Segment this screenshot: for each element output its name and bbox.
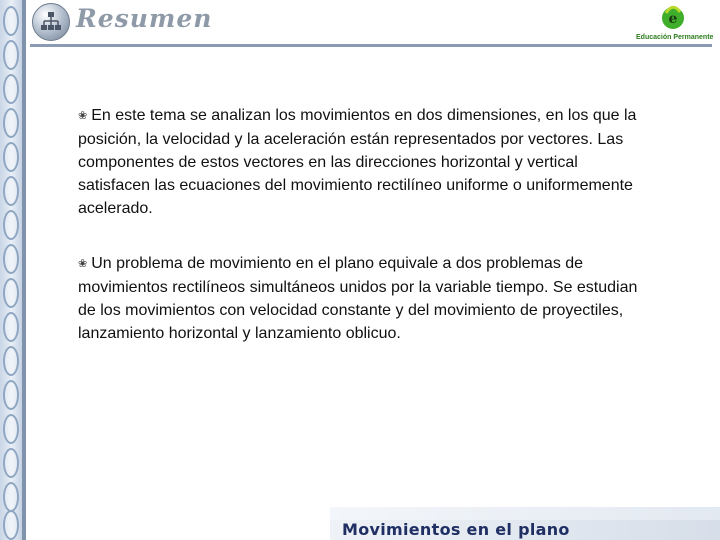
binding-ring: [3, 176, 19, 206]
summary-content: [78, 104, 638, 377]
binding-ring: [3, 6, 19, 36]
binding-ring: [3, 244, 19, 274]
header-rule: [30, 44, 712, 47]
org-chart-icon: [32, 3, 70, 41]
binding-ring: [3, 210, 19, 240]
paragraph-text: Un problema de movimiento en el plano equivale a dos problemas de movimientos rectilíneos simultáneos unidos por la variable tiempo. Se estudian de los movimientos con velocidad constante y del movimiento de proyectiles, lanzamiento horizontal y lanzamiento oblicuo.: [78, 255, 638, 342]
bullet-icon: ❀: [78, 110, 88, 122]
binding-ring: [3, 312, 19, 342]
binding-ring: [3, 346, 19, 376]
logo-mark-icon: [660, 4, 686, 32]
page-title: Resumen: [76, 4, 213, 33]
binding-ring: [3, 482, 19, 512]
binding-ring: [3, 448, 19, 478]
binding-ring: [3, 414, 19, 444]
binding-edge: [22, 0, 26, 540]
binding-ring: [3, 142, 19, 172]
logo-text: Educación Permanente: [636, 34, 714, 41]
footer-title: Movimientos en el plano: [342, 520, 570, 539]
bullet-icon: ❀: [78, 258, 88, 270]
summary-paragraph: [78, 104, 638, 220]
binding-ring: [3, 380, 19, 410]
binding-ring: [3, 40, 19, 70]
summary-paragraph: [78, 252, 638, 345]
binding-ring: [3, 278, 19, 308]
svg-text:e: e: [668, 11, 678, 27]
paragraph-text: En este tema se analizan los movimientos en dos dimensiones, en los que la posición, la velocidad y la aceleración están representados por vectores. Las componentes de estos vectores en las direcciones horizontal y vertical satisfacen las ecuaciones del movimiento rectilíneo uniforme o uniformemente acelerado.: [78, 107, 637, 217]
institution-logo: [636, 4, 712, 44]
binding-ring: [3, 74, 19, 104]
binding-ring: [3, 510, 19, 540]
footer-band: [330, 507, 720, 520]
binding-ring: [3, 108, 19, 138]
